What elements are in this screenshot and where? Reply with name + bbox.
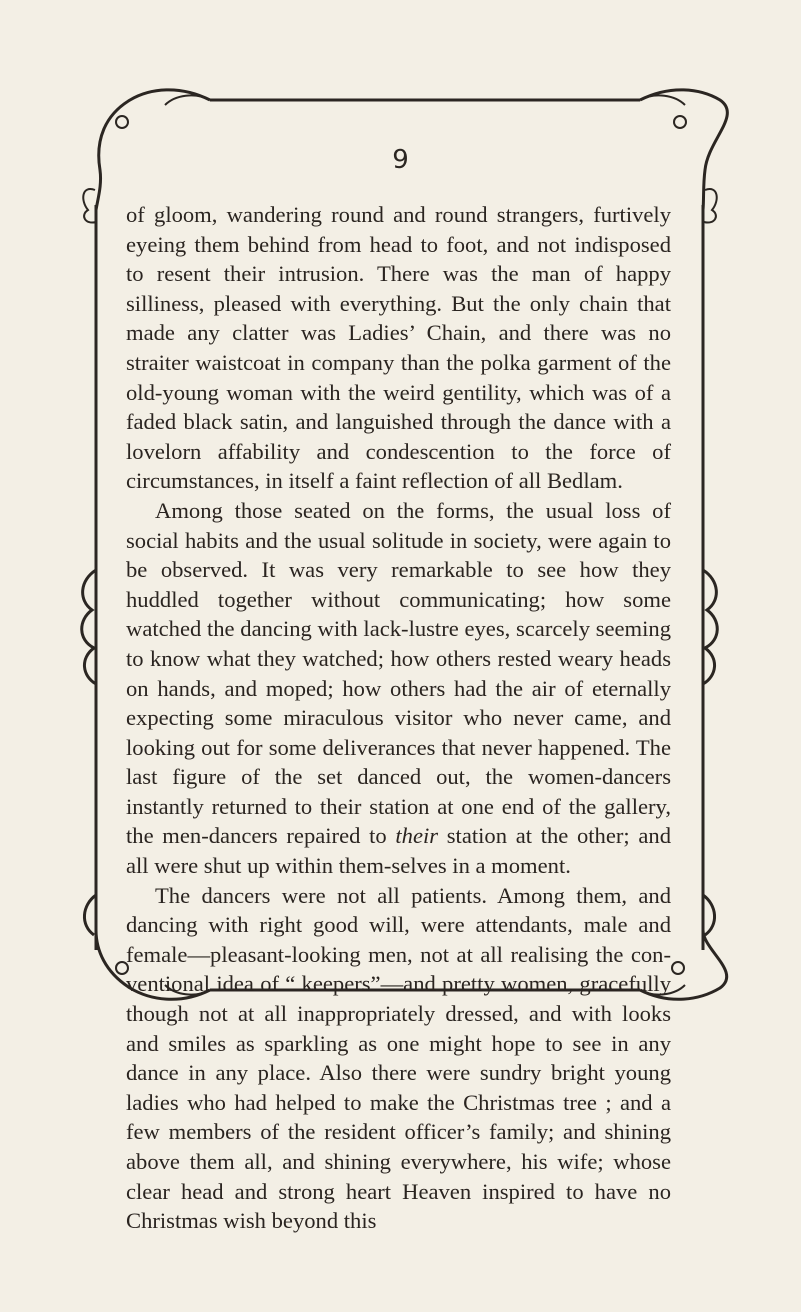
paragraph: The dancers were not all patients. Among them, and dancing with right good will, were attendants, male and female—pleasant-looking men, not at all realising the con-ventional idea of “ keepers”—and pretty women, gracefully though not at all inappropriately dressed, and with looks and smiles as sparkling as one might hope to see in any dance in any place. Also there were sundry bright young ladies who had helped to make the Christmas tree ; and a few members of the resident officer’s family; and shining above them all, and shining everywhere, his wife; whose clear head and strong heart Heaven inspired to have no Christmas wish beyond this (126, 882, 671, 1234)
page-number: 9 (392, 145, 409, 175)
body-text (126, 200, 671, 1236)
paragraph-text: station at the other; and all were shut up within them-selves in a moment. (126, 823, 671, 879)
paragraph-text: Among those seated on the forms, the usual loss of social habits and the usual solitude in society, were again to be observed. It was very remarkable to see how they huddled together without communicating; how some watched the dancing with lack-lustre eyes, scarcely seeming to know what they watched; how others rested weary heads on hands, and moped; how others had the air of eternally expecting some miraculous visitor who never came, and looking out for some deliverances that never happened. The last figure of the set danced out, the women-dancers instantly returned to their station at one end of the gallery, the men-dancers repaired to (126, 497, 671, 849)
paragraph (126, 496, 671, 881)
paragraph: of gloom, wandering round and round strangers, furtively eyeing them behind from head to foot, and not indisposed to resent their intrusion. There was the man of happy silliness, pleased with everything. But the only chain that made any clatter was Ladies’ Chain, and there was no straiter waistcoat in company than the polka garment of the old-young woman with the weird gentility, which was of a faded black satin, and languished through the dance with a lovelorn affability and condescention to the force of circumstances, in itself a faint reflection of all Bedlam. (126, 202, 671, 494)
emphasized-word: their (395, 823, 439, 849)
